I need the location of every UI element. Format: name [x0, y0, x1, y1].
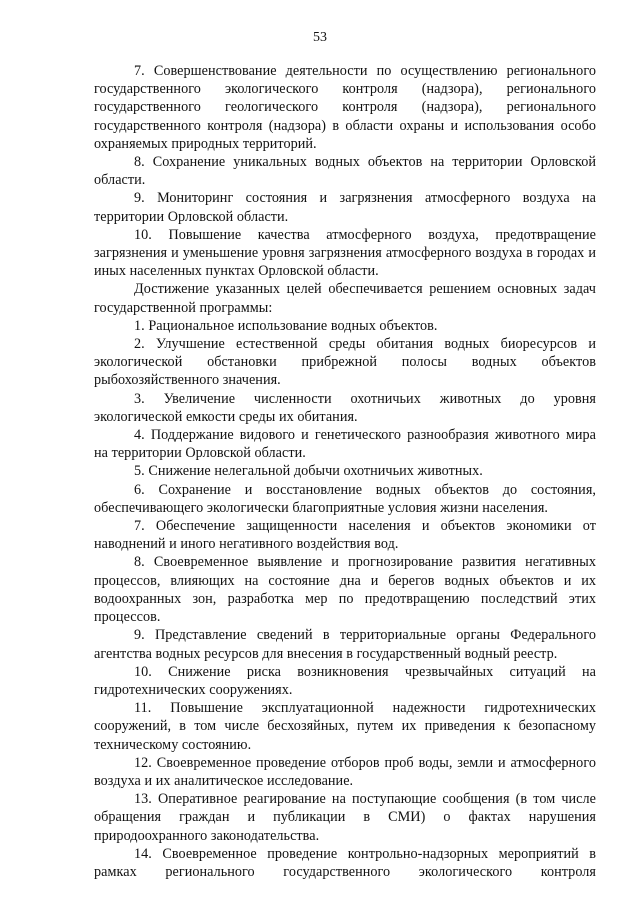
- page-number: 53: [313, 30, 327, 45]
- paragraph-task-11: 11. Повышение эксплуатационной надежности гидротехнических сооружений, в том числе бесхозяйных, путем их приведения к безопасному техническому состоянию.: [94, 700, 596, 753]
- paragraph-task-2: 2. Улучшение естественной среды обитания водных биоресурсов и экологической обстановки прибрежной полосы водных объектов рыбохозяйственного значения.: [94, 336, 596, 389]
- paragraph-task-14: 14. Своевременное проведение контрольно-надзорных мероприятий в рамках регионального государственного экологического контроля: [94, 845, 596, 880]
- paragraph-task-8: 8. Своевременное выявление и прогнозирование развития негативных процессов, влияющих на состояние дна и берегов водных объектов и их водоохранных зон, разработка мер по предотвращению последствий этих процессов.: [94, 554, 596, 626]
- paragraph-task-7: 7. Обеспечение защищенности населения и объектов экономики от наводнений и иного негативного воздействия вод.: [94, 518, 596, 553]
- document-body: [94, 62, 596, 881]
- paragraph-task-4: 4. Поддержание видового и генетического разнообразия животного мира на территории Орловской области.: [94, 427, 596, 462]
- paragraph-task-5: 5. Снижение нелегальной добычи охотничьих животных.: [134, 463, 483, 480]
- paragraph-task-9: 9. Представление сведений в территориальные органы Федерального агентства водных ресурсов для внесения в государственный водный реестр.: [94, 627, 596, 662]
- paragraph-goal-9: 9. Мониторинг состояния и загрязнения атмосферного воздуха на территории Орловской области.: [94, 190, 596, 225]
- paragraph-task-10: 10. Снижение риска возникновения чрезвычайных ситуаций на гидротехнических сооружениях.: [94, 663, 596, 698]
- paragraph-tasks-intro: Достижение указанных целей обеспечивается решением основных задач государственной программы:: [94, 281, 596, 316]
- paragraph-goal-7: 7. Совершенствование деятельности по осуществлению регионального государственного экологического контроля (надзора), регионального государственного геологического контроля (надзора), регионального государственного контроля (надзора) в области охраны и использования особо охраняемых природных территорий.: [94, 63, 596, 152]
- paragraph-task-13: 13. Оперативное реагирование на поступающие сообщения (в том числе обращения граждан и публикации в СМИ) о фактах нарушения природоохранного законодательства.: [94, 791, 596, 844]
- paragraph-goal-10: 10. Повышение качества атмосферного воздуха, предотвращение загрязнения и уменьшение уровня загрязнения атмосферного воздуха в городах и иных населенных пунктах Орловской области.: [94, 226, 596, 280]
- paragraph-task-1: 1. Рациональное использование водных объектов.: [134, 317, 438, 334]
- paragraph-task-12: 12. Своевременное проведение отборов проб воды, земли и атмосферного воздуха и их аналитическое исследование.: [94, 754, 596, 789]
- paragraph-task-3: 3. Увеличение численности охотничьих животных до уровня экологической емкости среды их обитания.: [94, 390, 596, 425]
- paragraph-task-6: 6. Сохранение и восстановление водных объектов до состояния, обеспечивающего экологически благоприятные условия жизни населения.: [94, 481, 596, 516]
- paragraph-goal-8: 8. Сохранение уникальных водных объектов на территории Орловской области.: [94, 154, 596, 189]
